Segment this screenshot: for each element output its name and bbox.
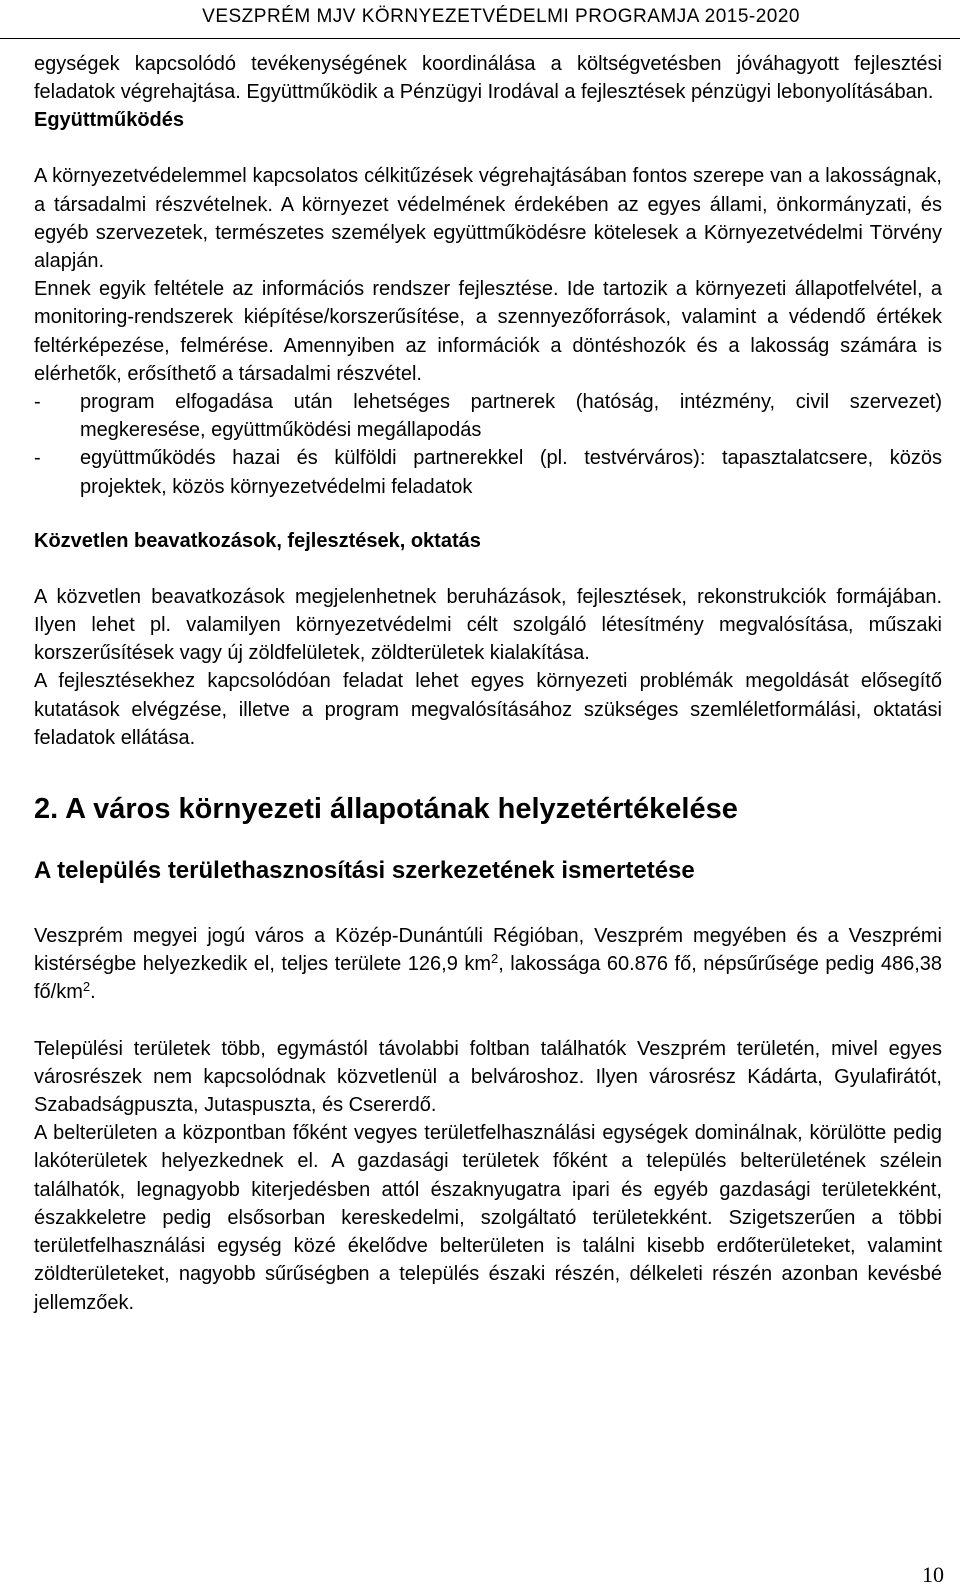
dash-list: [34, 388, 942, 501]
paragraph-telepules-1: Települési területek több, egymástól távolabbi foltban találhatók Veszprém területén, mivel egyes városrészek nem kapcsolódnak közvetlenül a belvároshoz. Ilyen városrész Kádárta, Gyulafirátót, Szabadságpuszta, Jutaspuszta, és Csererdő.: [34, 1037, 942, 1117]
section-heading: A település területhasznosítási szerkezetének ismertetése: [34, 857, 695, 885]
text-segment: .: [90, 981, 96, 1004]
list-item-text: program elfogadása után lehetséges partnerek (hatóság, intézmény, civil szervezet) megkeresése, együttműködési megállapodás: [80, 391, 942, 442]
paragraph-kozvetlen-2: A fejlesztésekhez kapcsolódóan feladat lehet egyes környezeti problémák megoldását elősegítő kutatások elvégzése, illetve a program megvalósításához szükséges szemléletformálási, oktatási feladatok ellátása.: [34, 670, 942, 749]
paragraph-veszprem: [34, 922, 942, 1007]
paragraph-intro: egységek kapcsolódó tevékenységének koordinálása a költségvetésben jóváhagyott fejlesztési feladatok végrehajtása. Együttműködik a Pénzügyi Irodával a fejlesztések pénzügyi lebonyolításában.: [34, 53, 942, 104]
text-segment: Veszprém megyei jogú város a Közép-Dunántúli Régióban, Veszprém megyében és a Veszprémi kistérségbe helyezkedik el, teljes területe 126,9 km: [34, 925, 942, 976]
heading-egyuttmukodes: Együttműködés: [34, 109, 185, 132]
chapter-heading: 2. A város környezeti állapotának helyzetértékelése: [34, 793, 738, 826]
list-item: [34, 388, 942, 444]
header-rule: [0, 38, 960, 39]
list-item: [34, 444, 942, 500]
document-body: [34, 50, 942, 1317]
superscript: 2: [491, 951, 499, 967]
page-number: 10: [922, 1562, 944, 1587]
text-segment: , lakossága 60.876 fő, népsűrűsége pedig 486,38 fő/km: [34, 953, 942, 1004]
paragraph-egyuttmukodes-1: A környezetvédelemmel kapcsolatos célkitűzések végrehajtásában fontos szerepe van a lakosságnak, a társadalmi részvételnek. A környezet védelmének érdekében az egyes állami, önkormányzati, és egyéb szervezetek, természetes személyek együttműködésre kötelesek a Környezetvédelmi Törvény alapján.: [34, 165, 942, 273]
paragraph-egyuttmukodes-2: Ennek egyik feltétele az információs rendszer fejlesztése. Ide tartozik a környezeti állapotfelvétel, a monitoring-rendszerek kiépítése/korszerűsítése, a szennyezőforrások, valamint a védendő értékek feltérképezése, felmérése. Amennyiben az információk a döntéshozók és a lakosság számára is elérhetők, erősíthető a társadalmi részvétel.: [34, 278, 942, 385]
dash-bullet: -: [34, 447, 41, 470]
running-header: VESZPRÉM MJV KÖRNYEZETVÉDELMI PROGRAMJA 2015-2020: [202, 6, 800, 27]
paragraph-kozvetlen-1: A közvetlen beavatkozások megjelenhetnek beruházások, fejlesztések, rekonstrukciók formájában. Ilyen lehet pl. valamilyen környezetvédelmi célt szolgáló létesítmény megvalósítása, műszaki korszerűsítések vagy új zöldfelületek, zöldterületek kialakítása.: [34, 585, 942, 665]
superscript: 2: [82, 979, 91, 995]
paragraph-telepules-2: A belterületen a központban főként vegyes területfelhasználási egységek dominálnak, körülötte pedig lakóterületek helyezkednek el. A gazdasági területek főként a település belterületének szélein találhatók, legnagyobb kiterjedésben attól északnyugatra ipari és egyéb gazdasági területekként, északkeletre pedig elsősorban kereskedelmi, szolgáltató területekként. Szigetszerűen a többi területfelhasználási egység közé ékelődve belterületen is találni kisebb erdőterületeket, valamint zöldterületeket, nagyobb sűrűségben a település északi részén, délkeleti részén azonban kevésbé jellemzőek.: [34, 1122, 942, 1314]
heading-kozvetlen: Közvetlen beavatkozások, fejlesztések, oktatás: [34, 529, 481, 552]
list-item-text: együttműködés hazai és külföldi partnerekkel (pl. testvérváros): tapasztalatcsere, közös projektek, közös környezetvédelmi feladatok: [80, 447, 942, 498]
dash-bullet: -: [34, 391, 41, 414]
